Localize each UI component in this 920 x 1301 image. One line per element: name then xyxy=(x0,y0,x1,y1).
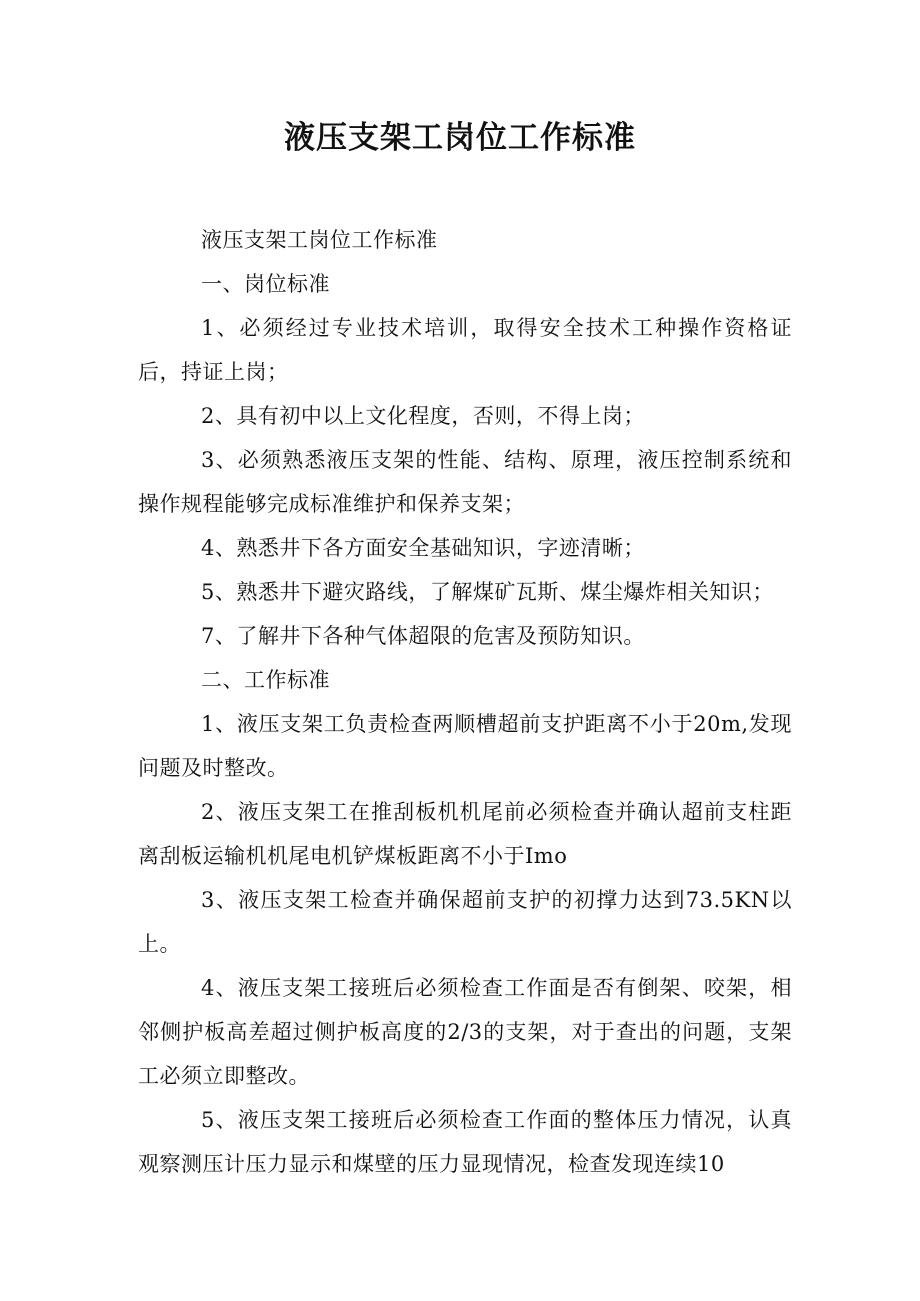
section-heading-work-standard: 二、工作标准 xyxy=(201,668,330,692)
paragraph-item: 7、了解井下各种气体超限的危害及预防知识。 xyxy=(201,624,645,648)
document-body xyxy=(138,218,792,1186)
paragraph-item: 4、熟悉井下各方面安全基础知识，字迹清晰； xyxy=(201,536,645,560)
section-heading-post-standard: 一、岗位标准 xyxy=(201,272,330,296)
paragraph-item: 5、液压支架工接班后必须检查工作面的整体压力情况，认真观察测压计压力显示和煤壁的压力显现情况，检查发现连续10 xyxy=(138,1108,792,1176)
paragraph-subtitle: 液压支架工岗位工作标准 xyxy=(201,228,438,252)
paragraph-item: 2、具有初中以上文化程度，否则，不得上岗； xyxy=(201,404,645,428)
document-title: 液压支架工岗位工作标准 xyxy=(284,120,636,156)
paragraph-item: 3、液压支架工检查并确保超前支护的初撑力达到73.5KN以上。 xyxy=(138,888,792,956)
paragraph-item: 1、必须经过专业技术培训，取得安全技术工种操作资格证后，持证上岗； xyxy=(138,316,792,384)
paragraph-item: 3、必须熟悉液压支架的性能、结构、原理，液压控制系统和操作规程能够完成标准维护和保养支架； xyxy=(138,448,792,516)
paragraph-item: 2、液压支架工在推刮板机机尾前必须检查并确认超前支柱距离刮板运输机机尾电机铲煤板距离不小于Imo xyxy=(138,800,792,868)
paragraph-item: 1、液压支架工负责检查两顺槽超前支护距离不小于20m,发现问题及时整改。 xyxy=(138,712,792,780)
paragraph-item: 5、熟悉井下避灾路线，了解煤矿瓦斯、煤尘爆炸相关知识； xyxy=(201,580,774,604)
paragraph-item: 4、液压支架工接班后必须检查工作面是否有倒架、咬架，相邻侧护板高差超过侧护板高度的2/3的支架，对于查出的问题，支架工必须立即整改。 xyxy=(138,976,792,1088)
